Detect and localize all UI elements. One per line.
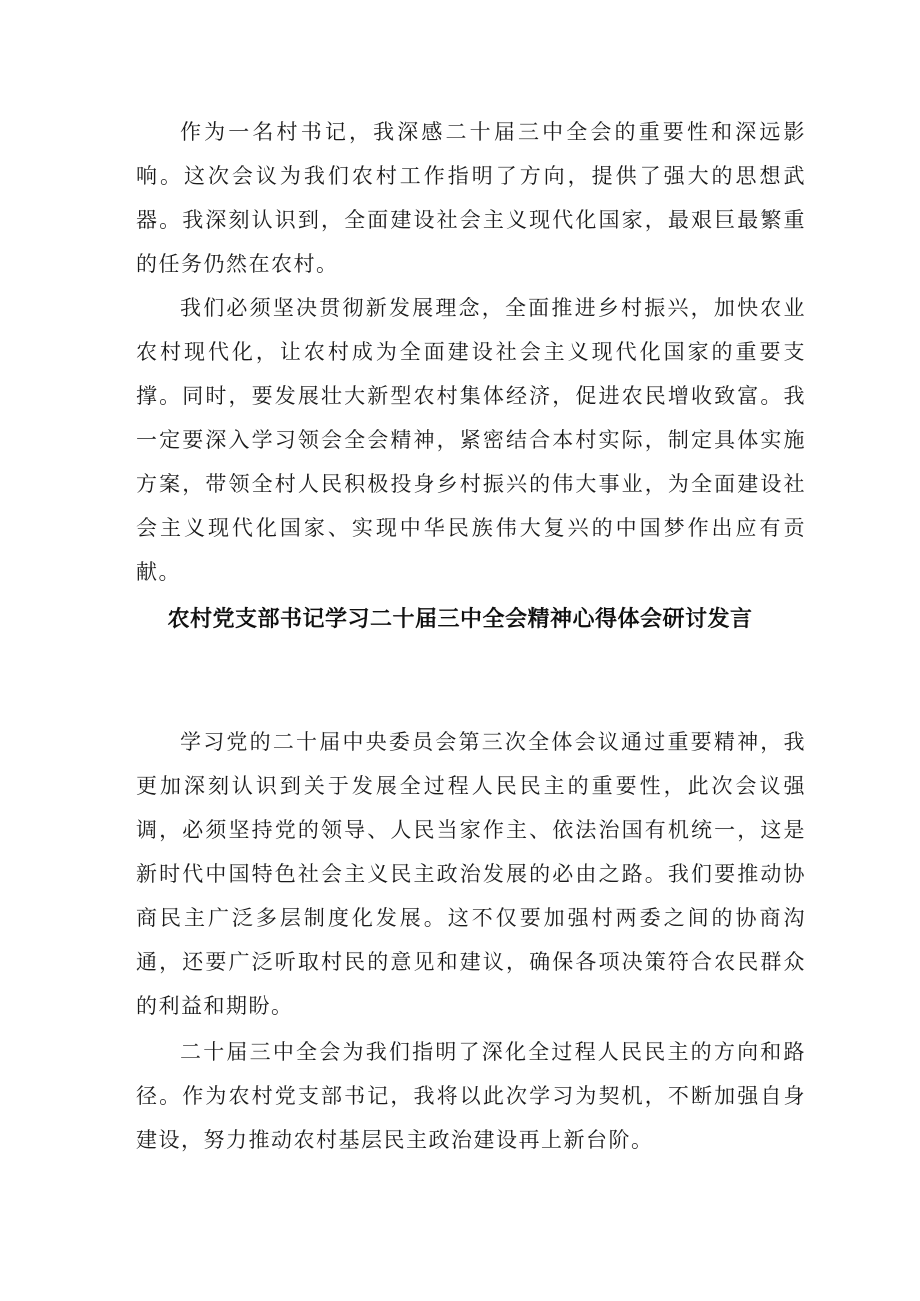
paragraph-3: 学习党的二十届中央委员会第三次全体会议通过重要精神，我更加深刻认识到关于发展全过程人民民主的重要性，此次会议强调，必须坚持党的领导、人民当家作主、依法治国有机统一，这是新时代中国特色社会主义民主政治发展的必由之路。我们要推动协商民主广泛多层制度化发展。这不仅要加强村两委之间的协商沟通，还要广泛听取村民的意见和建议，确保各项决策符合农民群众的利益和期盼。 bbox=[136, 730, 806, 1018]
section-title: 农村党支部书记学习二十届三中全会精神心得体会研讨发言 bbox=[167, 607, 753, 632]
paragraph-1: 作为一名村书记，我深感二十届三中全会的重要性和深远影响。这次会议为我们农村工作指明了方向，提供了强大的思想武器。我深刻认识到，全面建设社会主义现代化国家，最艰巨最繁重的任务仍然在农村。 bbox=[136, 120, 806, 276]
paragraph-2: 我们必须坚决贯彻新发展理念，全面推进乡村振兴，加快农业农村现代化，让农村成为全面建设社会主义现代化国家的重要支撑。同时，要发展壮大新型农村集体经济，促进农民增收致富。我一定要深入学习领会全会精神，紧密结合本村实际，制定具体实施方案，带领全村人民积极投身乡村振兴的伟大事业，为全面建设社会主义现代化国家、实现中华民族伟大复兴的中国梦作出应有贡献。 bbox=[136, 296, 806, 584]
paragraph-4: 二十届三中全会为我们指明了深化全过程人民民主的方向和路径。作为农村党支部书记，我将以此次学习为契机，不断加强自身建设，努力推动农村基层民主政治建设再上新台阶。 bbox=[136, 1040, 806, 1152]
